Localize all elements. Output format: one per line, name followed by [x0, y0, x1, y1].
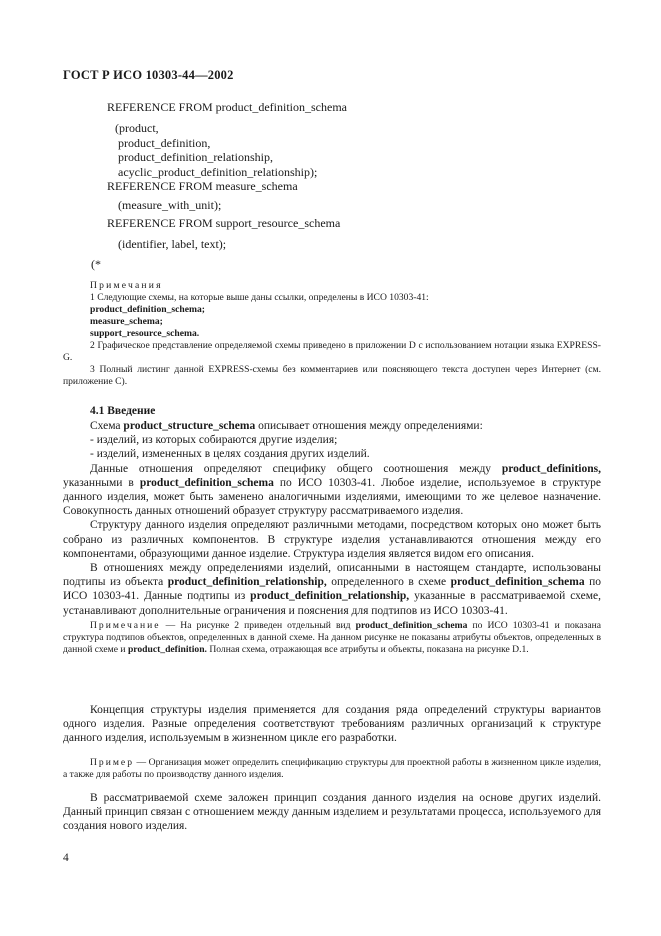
document-header: ГОСТ Р ИСО 10303-44—2002: [63, 68, 234, 82]
list-item: - изделий, из которых собираются другие изделия;: [90, 434, 338, 447]
code-line: (product,: [115, 121, 159, 135]
paragraph-concept: Концепция структуры изделия применяется для создания ряда определений структуры вариантов одного изделия. Разные определения соответствуют требованиям различных организаций к структуре данного изделия, используемым в жизненном цикле его разработки.: [63, 704, 601, 745]
paragraph: Схема product_structure_schema описывает отношения между определениями:: [90, 420, 483, 432]
code-line: REFERENCE FROM support_resource_schema: [107, 216, 341, 230]
code-line: (identifier, label, text);: [118, 237, 227, 251]
code-line: REFERENCE FROM measure_schema: [107, 179, 298, 193]
list-item: - изделий, измененных в целях создания других изделий.: [90, 448, 370, 461]
note-figure: Примечание — На рисунке 2 приведен отдельный вид product_definition_schema по ИСО 10303-41 и показана структура подтипов объектов, определенных в данной схеме. На данном рисунке не показаны атрибуты объектов, определенных в данной схеме и product_definition. Полная схема, отражающая все атрибуты и объекты, показана на рисунке D.1.: [63, 620, 602, 656]
note-label: Примечание: [90, 620, 161, 631]
code-line: (measure_with_unit);: [118, 198, 222, 212]
section-title: 4.1 Введение: [90, 405, 156, 417]
schema-ref: support_resource_schema.: [90, 328, 200, 339]
note-3: 3 Полный листинг данной EXPRESS-схемы без комментариев или поясняющего текста доступен через Интернет (см. приложение С).: [63, 364, 601, 387]
code-line: acyclic_product_definition_relationship);: [118, 165, 318, 179]
code-line: (*: [91, 257, 101, 271]
schema-ref: product_definition_schema;: [90, 304, 205, 315]
example-label: Пример: [90, 757, 134, 768]
notes-block: [63, 280, 601, 388]
page-number: 4: [63, 852, 69, 864]
note-2: 2 Графическое представление определяемой схемы приведено в приложении D с использованием нотации языка EXPRESS-G.: [63, 340, 601, 363]
note-1: 1 Следующие схемы, на которые выше даны ссылки, определены в ИСО 10303-41:: [90, 292, 429, 303]
schema-ref: measure_schema;: [90, 316, 163, 327]
code-line: product_definition,: [118, 136, 211, 150]
section-body: [63, 419, 601, 618]
code-line: REFERENCE FROM product_definition_schema: [107, 100, 347, 114]
paragraph: В отношениях между определениями изделий, описанными в настоящем стандарте, использованы подтипы из объекта product_definition_relationship, определенного в схеме product_definition_schema по ИСО 10303-41. Данные подтипы из product_definition_relationship, указанные в рассматриваемой схеме, устанавливают дополнительные ограничения и пояснения для подтипов из ИСО 10303-41.: [63, 562, 601, 617]
notes-title: Примечания: [90, 280, 163, 291]
paragraph: Структуру данного изделия определяют различными методами, посредством которых оно может быть собрано из различных компонентов. В структуре изделия устанавливаются отношения между его компонентами, образующими данное изделие. Структура изделия является видом его описания.: [63, 519, 601, 560]
paragraph: Данные отношения определяют специфику общего соотношения между product_definitions, указанными в product_definition_schema по ИСО 10303-41. Любое изделие, используемое в структуре данного изделия, может быть заменено аналогичными изделиями, имеющими то же целевое назначение. Совокупность данных отношений образует структуру рассматриваемого изделия.: [63, 462, 601, 518]
example-block: Пример — Организация может определить спецификацию структуры для проектной работы в жизненном цикле изделия, а также для работы по производству данного изделия.: [63, 757, 601, 781]
code-line: product_definition_relationship,: [118, 150, 273, 164]
paragraph-principle: В рассматриваемой схеме заложен принцип создания данного изделия на основе других изделий. Данный принцип связан с отношением между данным изделием и результатами процесса, используемого для создания нового изделия.: [63, 792, 601, 833]
